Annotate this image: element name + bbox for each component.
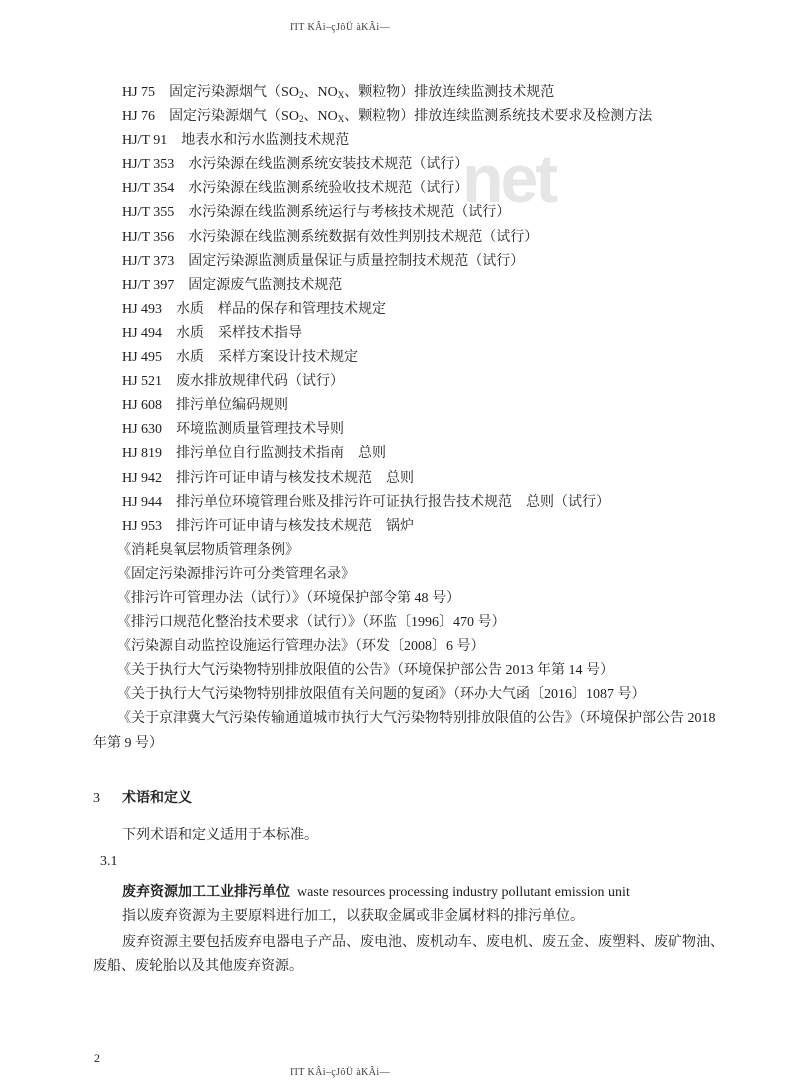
reference-standard-item [93,346,758,370]
standard-code: HJ 76 [122,109,156,125]
standard-code: HJ 521 [122,374,163,390]
reference-standard-item [93,226,758,250]
standard-title: 水污染源在线监测系统运行与考核技术规范（试行） [188,205,511,221]
section-title: 术语和定义 [122,791,192,806]
reference-standard-item [93,491,758,515]
standard-code: HJ/T 373 [122,253,175,269]
reference-standard-item [93,177,758,201]
reference-standard-item [93,153,758,177]
standard-title: 排污单位自行监测技术指南 总则 [176,446,387,462]
standard-title: 水污染源在线监测系统数据有效性判别技术规范（试行） [188,229,539,245]
term-name-chinese: 废弃资源加工工业排污单位 [122,885,290,900]
title-segment: 固定污染源烟气（SO [169,85,299,100]
reference-regulation-item: 《关于京津冀大气污染传输通道城市执行大气污染物特别排放限值的公告》（环境保护部公告 2018 [117,711,716,727]
reference-standard-item [93,105,758,129]
standard-code: HJ/T 353 [122,157,175,173]
standard-code: HJ 630 [122,422,163,438]
reference-regulation-item: 《固定污染源排污许可分类管理名录》 [117,566,355,582]
subscript: 2 [298,90,304,100]
standard-code: HJ/T 397 [122,277,175,293]
standard-title: 排污单位编码规则 [176,398,289,414]
standard-title: 固定源废气监测技术规范 [188,277,343,293]
term-entry [122,881,630,905]
term-definition: 指以废弃资源为主要原料进行加工，以获取金属或非金属材料的排污单位。 [122,909,584,924]
standard-code: HJ 608 [122,398,163,414]
standard-title: 水污染源在线监测系统验收技术规范（试行） [188,181,469,197]
subscript: X [337,90,345,100]
section-heading [93,787,192,811]
term-name-english: waste resources processing industry pollutant emission unit [297,885,630,900]
standard-code: HJ/T 91 [122,133,168,149]
standard-title: 排污单位环境管理台账及排污许可证执行报告技术规范 总则（试行） [176,494,611,510]
watermark: net [462,141,555,217]
term-number: 3.1 [100,854,118,869]
reference-regulation-item: 《排污口规范化整治技术要求（试行）》（环监〔1996〕470 号） [117,615,506,631]
reference-regulation-item: 《关于执行大气污染物特别排放限值有关问题的复函》（环办大气函〔2016〕1087 号） [117,687,646,703]
standard-title: 水污染源在线监测系统安装技术规范（试行） [188,157,469,173]
reference-standard-item [93,370,758,394]
standard-code: HJ/T 356 [122,229,175,245]
reference-regulation-item: 《消耗臭氧层物质管理条例》 [117,542,299,558]
standard-code: HJ 819 [122,446,163,462]
standard-code: HJ/T 355 [122,205,175,221]
standard-title: 水质 样品的保存和管理技术规定 [176,301,387,317]
standard-title: 水质 采样方案设计技术规定 [176,350,359,366]
standard-title: 排污许可证申请与核发技术规范 锅炉 [176,518,415,534]
standard-title: 地表水和污水监测技术规范 [181,133,350,149]
standard-code: HJ 495 [122,350,163,366]
term-note-line: 废船、废轮胎以及其他废弃资源。 [93,959,303,974]
standard-code: HJ 953 [122,518,163,534]
reference-regulation-item: 《关于执行大气污染物特别排放限值的公告》（环境保护部公告 2013 年第 14 号） [117,663,614,679]
reference-standard-item [93,442,758,466]
reference-standard-item [93,467,758,491]
standard-title [169,85,554,100]
standard-code: HJ 493 [122,301,163,317]
reference-standard-item [93,274,758,298]
section-intro: 下列术语和定义适用于本标准。 [122,828,318,843]
standard-title: 环境监测质量管理技术导则 [176,422,345,438]
section-number: 3 [93,791,100,806]
reference-standard-item [93,418,758,442]
title-segment: 、NO [303,109,338,125]
standard-title: 水质 采样技术指导 [176,325,303,341]
standard-code: HJ 494 [122,325,163,341]
subscript: X [337,114,345,125]
standard-title: 废水排放规律代码（试行） [176,374,345,390]
reference-standard-item [93,201,758,225]
reference-regulation-continuation: 年第 9 号） [93,735,163,751]
term-note-line: 废弃资源主要包括废弃电器电子产品、废电池、废机动车、废电机、废五金、废塑料、废矿物油、 [122,935,724,950]
normative-references-list [93,81,758,756]
running-header: ΙΊΤ KÂi–çJôÜ àKÂi— [290,22,391,33]
standard-title: 固定污染源监测质量保证与质量控制技术规范（试行） [188,253,525,269]
standard-code: HJ 75 [122,85,156,100]
page-number: 2 [94,1051,100,1065]
title-segment: 、颗粒物）排放连续监测系统技术要求及检测方法 [344,109,653,125]
standard-title [169,109,652,124]
running-footer: ΙΊΤ KÂi–çJôÜ àKÂi— [290,1067,391,1078]
title-segment: 、颗粒物）排放连续监测技术规范 [344,85,555,100]
reference-standard-item [93,298,758,322]
reference-regulation-item: 《排污许可管理办法（试行）》（环境保护部令第 48 号） [117,590,460,606]
standard-code: HJ 944 [122,494,163,510]
standard-title: 排污许可证申请与核发技术规范 总则 [176,470,415,486]
reference-standard-item [93,515,758,539]
reference-standard-item [93,322,758,346]
reference-regulation-item: 《污染源自动监控设施运行管理办法》（环发〔2008〕6 号） [117,639,485,655]
title-segment: 固定污染源烟气（SO [169,109,299,125]
reference-standard-item [93,129,758,153]
title-segment: 、NO [303,85,338,100]
standard-code: HJ 942 [122,470,163,486]
reference-standard-item [93,250,758,274]
subscript: 2 [298,114,304,125]
reference-standard-item [93,81,758,105]
reference-standard-item [93,394,758,418]
standard-code: HJ/T 354 [122,181,175,197]
